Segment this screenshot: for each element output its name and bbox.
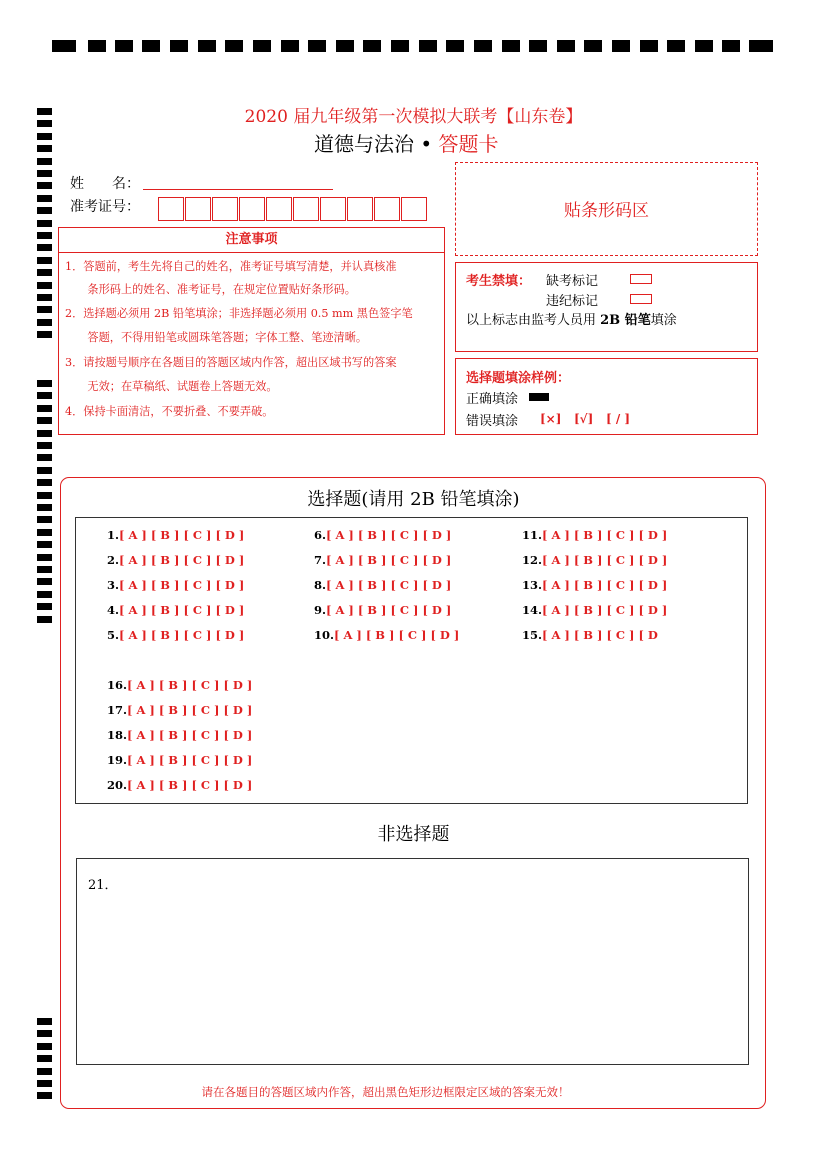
question-8[interactable]	[314, 578, 451, 592]
question-number: 1.	[107, 528, 120, 542]
timing-mark	[37, 182, 52, 189]
notice-line: 3．请按题号顺序在各题目的答题区域内作答，超出区域书写的答案	[65, 356, 397, 369]
timing-mark	[37, 616, 52, 623]
timing-mark	[37, 232, 52, 239]
question-7[interactable]	[314, 553, 451, 567]
correct-fill-label: 正确填涂	[466, 392, 519, 407]
answer-options[interactable]: [ A ] [ B ] [ C ] [ D ]	[542, 553, 668, 567]
timing-mark	[37, 1043, 52, 1050]
timing-mark	[37, 145, 52, 152]
proctor-only-box	[455, 262, 758, 352]
question-9[interactable]	[314, 603, 451, 617]
question-16[interactable]	[107, 678, 252, 692]
question-number-21: 21．	[88, 878, 118, 893]
timing-mark	[640, 40, 658, 52]
id-digit-box[interactable]	[347, 197, 373, 221]
timing-mark	[37, 294, 52, 301]
timing-mark	[37, 282, 52, 289]
question-20[interactable]	[107, 778, 252, 792]
notice-line: 答题，不得用铅笔或圆珠笔答题；字体工整、笔迹清晰。	[65, 331, 368, 344]
answer-options[interactable]: [ A ] [ B ] [ C ] [ D ]	[127, 778, 253, 792]
timing-mark	[37, 442, 52, 449]
timing-mark	[391, 40, 409, 52]
answer-options[interactable]: [ A ] [ B ] [ C ] [ D ]	[127, 728, 253, 742]
correct-fill-mark	[529, 393, 549, 401]
absent-mark-box[interactable]	[630, 274, 652, 284]
question-5[interactable]	[107, 628, 244, 642]
id-label: 准考证号：	[70, 199, 140, 215]
answer-options[interactable]: [ A ] [ B ] [ C ] [ D ]	[542, 603, 668, 617]
timing-mark	[37, 454, 52, 461]
question-3[interactable]	[107, 578, 244, 592]
timing-mark	[37, 244, 52, 251]
wrong-mark-check: [√]	[574, 412, 594, 426]
timing-mark	[115, 40, 133, 52]
timing-mark	[419, 40, 437, 52]
proctor-only-title: 考生禁填：	[466, 274, 532, 289]
timing-mark	[52, 40, 76, 52]
timing-mark	[474, 40, 492, 52]
answer-sheet-label: 答题卡	[438, 132, 499, 156]
notice-line: 条形码上的姓名、准考证号，在规定位置贴好条形码。	[65, 283, 356, 296]
timing-mark	[37, 529, 52, 536]
timing-mark	[37, 331, 52, 338]
answer-options[interactable]: [ A ] [ B ] [ C ] [ D ]	[127, 753, 253, 767]
question-number: 11.	[522, 528, 543, 542]
timing-mark	[37, 1055, 52, 1062]
question-number: 20.	[107, 778, 128, 792]
answer-options[interactable]: [ A ] [ B ] [ C ] [ D ]	[326, 578, 452, 592]
wrong-mark-slash: [ / ]	[606, 412, 631, 426]
timing-mark	[612, 40, 630, 52]
question-number: 12.	[522, 553, 543, 567]
fill-sample-title: 选择题填涂样例：	[466, 371, 571, 386]
answer-options[interactable]: [ A ] [ B ] [ C ] [ D ]	[127, 678, 253, 692]
timing-mark	[37, 1018, 52, 1025]
timing-mark	[37, 392, 52, 399]
question-17[interactable]	[107, 703, 252, 717]
id-digit-box[interactable]	[320, 197, 346, 221]
answer-options[interactable]: [ A ] [ B ] [ C ] [ D ]	[119, 528, 245, 542]
answer-options[interactable]: [ A ] [ B ] [ C ] [ D ]	[119, 578, 245, 592]
timing-mark	[37, 380, 52, 387]
answer-options[interactable]: [ A ] [ B ] [ C ] [ D ]	[326, 553, 452, 567]
timing-mark	[37, 516, 52, 523]
question-2[interactable]	[107, 553, 244, 567]
timing-mark	[37, 541, 52, 548]
timing-mark	[37, 417, 52, 424]
timing-mark	[37, 220, 52, 227]
timing-mark	[37, 566, 52, 573]
id-digit-box[interactable]	[293, 197, 319, 221]
timing-mark	[363, 40, 381, 52]
answer-options[interactable]: [ A ] [ B ] [ C ] [ D ]	[127, 703, 253, 717]
timing-mark	[37, 158, 52, 165]
timing-mark	[37, 591, 52, 598]
question-number: 15.	[522, 628, 543, 642]
subject-name: 道德与法治 •	[314, 132, 439, 156]
question-number: 2.	[107, 553, 120, 567]
id-digit-box[interactable]	[158, 197, 184, 221]
timing-mark	[37, 257, 52, 264]
timing-mark	[37, 319, 52, 326]
id-digit-box[interactable]	[266, 197, 292, 221]
question-number: 16.	[107, 678, 128, 692]
question-number: 19.	[107, 753, 128, 767]
timing-mark	[198, 40, 216, 52]
timing-mark	[37, 207, 52, 214]
timing-mark	[37, 467, 52, 474]
answer-options[interactable]: [ A ] [ B ] [ C ] [ D ]	[542, 578, 668, 592]
notice-line: 4．保持卡面清洁，不要折叠、不要弄破。	[65, 405, 274, 418]
timing-mark	[749, 40, 773, 52]
timing-mark	[37, 133, 52, 140]
non-choice-answer-box[interactable]	[76, 858, 749, 1065]
notice-box	[58, 227, 445, 435]
notice-line: 2．选择题必须用 2B 铅笔填涂；非选择题必须用 0.5 mm 黑色签字笔	[65, 307, 413, 320]
question-12[interactable]	[522, 553, 667, 567]
answer-options[interactable]: [ A ] [ B ] [ C ] [ D ]	[326, 603, 452, 617]
answer-options[interactable]: [ A ] [ B ] [ C ] [ D ]	[542, 528, 668, 542]
id-digit-box[interactable]	[401, 197, 427, 221]
timing-mark	[281, 40, 299, 52]
left-timing-marks	[37, 108, 52, 1108]
question-number: 3.	[107, 578, 120, 592]
id-digit-box[interactable]	[185, 197, 211, 221]
absent-mark-label: 缺考标记	[546, 274, 599, 289]
question-19[interactable]	[107, 753, 252, 767]
wrong-fill-label: 错误填涂	[466, 414, 519, 429]
question-number: 13.	[522, 578, 543, 592]
question-number: 7.	[314, 553, 327, 567]
question-number: 17.	[107, 703, 128, 717]
fill-sample-box	[455, 358, 758, 435]
exam-id-boxes[interactable]	[158, 197, 427, 221]
proctor-note-prefix: 以上标志由监考人员用	[466, 313, 601, 328]
timing-mark	[37, 306, 52, 313]
id-digit-box[interactable]	[239, 197, 265, 221]
footer-warning: 请在各题目的答题区域内作答，超出黑色矩形边框限定区域的答案无效！	[201, 1085, 570, 1099]
timing-mark	[722, 40, 740, 52]
timing-mark	[37, 195, 52, 202]
timing-mark	[584, 40, 602, 52]
non-choice-title: 非选择题	[377, 824, 450, 845]
timing-mark	[88, 40, 106, 52]
timing-mark	[253, 40, 271, 52]
multiple-choice-box	[75, 517, 748, 804]
timing-mark	[37, 603, 52, 610]
timing-mark	[37, 1030, 52, 1037]
top-timing-marks	[52, 40, 776, 52]
timing-mark	[37, 430, 52, 437]
question-13[interactable]	[522, 578, 667, 592]
notice-line: 1．答题前，考生先将自己的姓名，准考证号填写清楚，并认真核准	[65, 260, 397, 273]
timing-mark	[225, 40, 243, 52]
timing-mark	[557, 40, 575, 52]
answer-options[interactable]: [ A ] [ B ] [ C ] [ D ]	[119, 553, 245, 567]
question-number: 14.	[522, 603, 543, 617]
timing-mark	[142, 40, 160, 52]
timing-mark	[308, 40, 326, 52]
question-number: 8.	[314, 578, 327, 592]
timing-mark	[336, 40, 354, 52]
answer-options[interactable]: [ A ] [ B ] [ C ] [ D ]	[119, 628, 245, 642]
question-1[interactable]	[107, 528, 244, 542]
barcode-area	[455, 162, 758, 256]
barcode-label: 贴条形码区	[564, 201, 649, 221]
violation-mark-label: 违纪标记	[546, 294, 599, 309]
question-10[interactable]	[314, 628, 459, 642]
question-number: 10.	[314, 628, 335, 642]
timing-mark	[695, 40, 713, 52]
timing-mark	[37, 269, 52, 276]
proctor-note	[466, 309, 677, 328]
timing-mark	[529, 40, 547, 52]
exam-title: 2020 届九年级第一次模拟大联考【山东卷】	[244, 107, 583, 127]
notice-line: 无效；在草稿纸、试题卷上答题无效。	[65, 380, 278, 393]
notice-title: 注意事项	[59, 228, 444, 253]
answer-options[interactable]: [ A ] [ B ] [ C ] [ D ]	[326, 528, 452, 542]
timing-mark	[37, 1068, 52, 1075]
question-number: 5.	[107, 628, 120, 642]
timing-mark	[37, 170, 52, 177]
timing-mark	[667, 40, 685, 52]
question-number: 18.	[107, 728, 128, 742]
timing-mark	[37, 554, 52, 561]
violation-mark-box[interactable]	[630, 294, 652, 304]
question-6[interactable]	[314, 528, 451, 542]
id-digit-box[interactable]	[374, 197, 400, 221]
timing-mark	[37, 578, 52, 585]
timing-mark	[446, 40, 464, 52]
subject-title	[314, 128, 499, 157]
answer-options[interactable]: [ A ] [ B ] [ C ] [ D	[542, 628, 658, 642]
multiple-choice-title: 选择题(请用 2B 铅笔填涂)	[307, 489, 520, 510]
timing-mark	[502, 40, 520, 52]
answer-options[interactable]: [ A ] [ B ] [ C ] [ D ]	[119, 603, 245, 617]
id-digit-box[interactable]	[212, 197, 238, 221]
question-number: 6.	[314, 528, 327, 542]
wrong-mark-cross: [×]	[540, 412, 562, 426]
name-field[interactable]	[143, 189, 333, 190]
question-11[interactable]	[522, 528, 667, 542]
question-number: 9.	[314, 603, 327, 617]
question-14[interactable]	[522, 603, 667, 617]
answer-options[interactable]: [ A ] [ B ] [ C ] [ D ]	[334, 628, 460, 642]
timing-mark	[170, 40, 188, 52]
timing-mark	[37, 405, 52, 412]
question-4[interactable]	[107, 603, 244, 617]
question-18[interactable]	[107, 728, 252, 742]
question-number: 4.	[107, 603, 120, 617]
proctor-note-bold: 2B 铅笔	[600, 313, 651, 328]
proctor-note-suffix: 填涂	[650, 313, 677, 328]
question-15[interactable]	[522, 628, 658, 642]
name-label: 姓 名：	[70, 176, 140, 192]
